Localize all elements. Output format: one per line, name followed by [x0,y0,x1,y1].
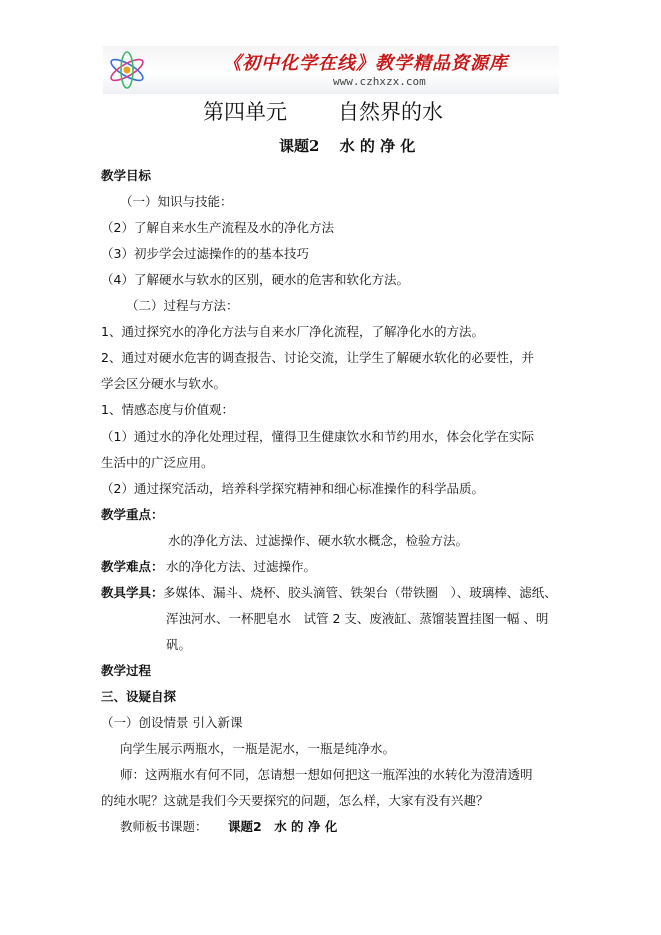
show-text: 向学生展示两瓶水，一瓶是泥水，一瓶是纯净水。 [120,741,396,756]
process-item-2-line1: 2、通过对硬水危害的调查报告、讨论交流，让学生了解硬水软化的必要性，并 [101,350,534,365]
teacher-text-line1: 师：这两瓶水有何不同，怎请想一想如何把这一瓶浑浊的水转化为澄清透明 [120,767,533,782]
board-label: 教师板书课题： [120,819,208,834]
unit-name: 自然界的水 [338,100,443,124]
header-banner [103,46,559,94]
goals-heading: 教学目标 [101,168,152,183]
attitude-item-1-line2: 生活中的广泛应用。 [101,455,214,470]
tools-heading: 教具学具： [101,585,164,600]
unit-title: 第四单元 [203,100,287,124]
teacher-text-line2: 的纯水呢？这就是我们今天要探究的问题，怎么样，大家有没有兴趣？ [101,793,489,808]
key-heading: 教学重点： [101,507,164,522]
attitude-heading: 1、情感态度与价值观： [101,402,234,417]
process-heading: （二）过程与方法： [126,298,239,313]
knowledge-item-2: （2）了解自来水生产流程及水的净化方法 [101,220,334,235]
atom-icon [103,46,151,94]
knowledge-item-3: （3）初步学会过滤操作的的基本技巧 [101,246,309,261]
key-text: 水的净化方法、过滤操作、硬水软水概念，检验方法。 [168,533,469,548]
knowledge-item-4: （4）了解硬水与软水的区别，硬水的危害和软化方法。 [101,272,409,287]
difficulty-text: 水的净化方法、过滤操作。 [166,559,317,574]
tools-line2: 浑浊河水、一杯肥皂水 试管 2 支、废液缸、蒸馏装置挂图一幅 、明 [166,611,549,626]
process-item-2-line2: 学会区分硬水与软水。 [101,376,227,391]
lesson-title: 课题2 水 的 净 化 [279,137,416,155]
tools-line1: 多媒体、漏斗、烧杯、胶头滴管、铁架台（带铁圈 ）、玻璃棒、滤纸、 [163,585,557,600]
brand-url[interactable]: www.czhxzx.com [333,75,426,88]
tools-line3: 矾。 [166,637,192,652]
difficulty-heading: 教学难点： [101,559,164,574]
subsection-1-heading: （一）创设情景 引入新课 [101,715,243,730]
section-3-heading: 三、设疑自探 [101,689,177,704]
process-title: 教学过程 [101,663,152,678]
attitude-item-2: （2）通过探究活动，培养科学探究精神和细心标准操作的科学品质。 [101,481,484,496]
brand-title: 《初中化学在线》教学精品资源库 [223,53,508,74]
attitude-item-1-line1: （1）通过水的净化处理过程，懂得卫生健康饮水和节约用水，体会化学在实际 [101,429,534,444]
process-item-1: 1、通过探究水的净化方法与自来水厂净化流程，了解净化水的方法。 [101,324,484,339]
knowledge-heading: （一）知识与技能： [120,194,233,209]
board-title: 课题2 水 的 净 化 [228,819,338,834]
